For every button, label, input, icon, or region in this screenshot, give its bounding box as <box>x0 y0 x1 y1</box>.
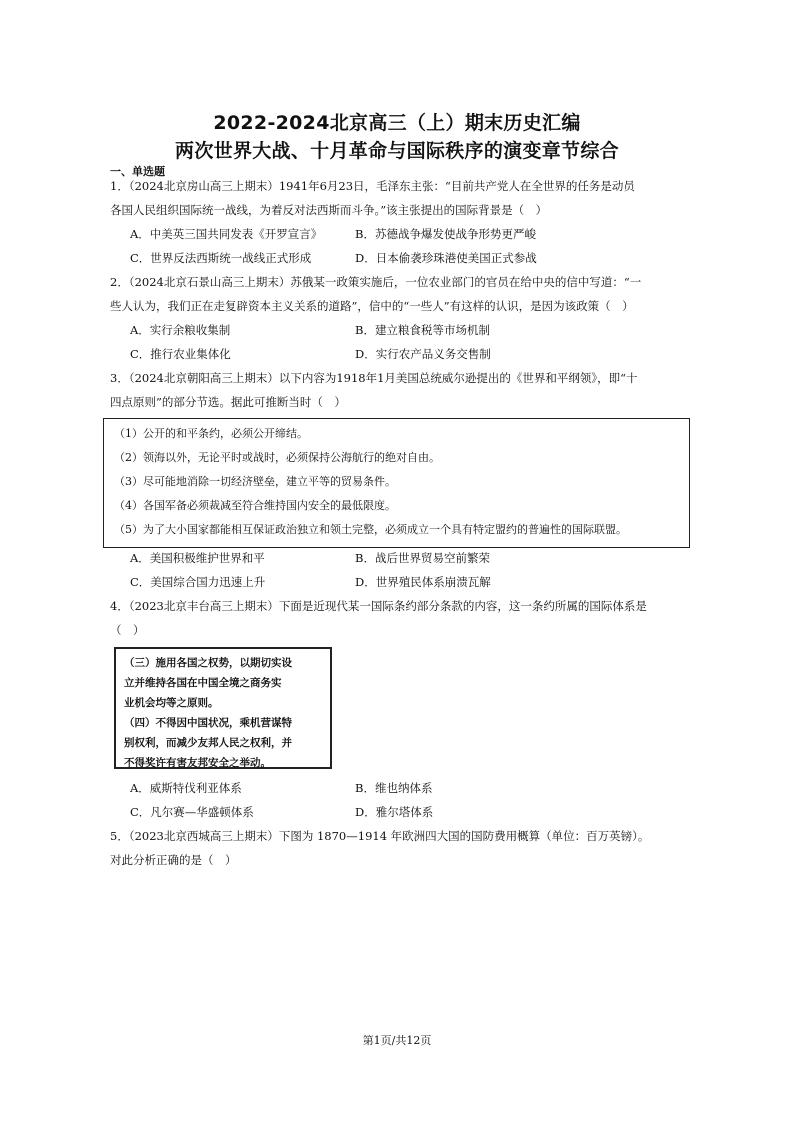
q4-option-d: D．雅尔塔体系 <box>355 805 434 819</box>
section-heading: 一、单选题 <box>110 165 165 178</box>
question-3-line2: 四点原则”的部分节选。据此可推断当时（ ） <box>110 395 346 409</box>
treaty-line-1: （三）施用各国之权势，以期切实设 <box>124 657 292 669</box>
q3-option-d: D．世界殖民体系崩溃瓦解 <box>355 575 491 589</box>
q2-option-a: A．实行余粮收集制 <box>130 323 231 337</box>
excerpt-box-fourteen-points <box>103 418 690 548</box>
q3-option-a: A．美国积极维护世界和平 <box>130 551 265 565</box>
treaty-line-6: 不得奖许有害友邦安全之举动。 <box>124 757 271 769</box>
treaty-excerpt-box <box>114 647 332 769</box>
q2-option-b: B．建立粮食税等市场机制 <box>355 323 490 337</box>
q1-option-b: B．苏德战争爆发使战争形势更严峻 <box>355 227 536 241</box>
q3-option-c: C．美国综合国力迅速上升 <box>130 575 266 589</box>
question-5 <box>110 824 688 872</box>
excerpt-item-3: （3）尽可能地消除一切经济壁垒，建立平等的贸易条件。 <box>114 475 396 488</box>
treaty-line-5: 别权利，而减少友邦人民之权利，并 <box>124 737 292 749</box>
question-1 <box>110 174 688 222</box>
question-1-line2: 各国人民组织国际统一战线，为着反对法西斯而斗争。”该主张提出的国际背景是（ ） <box>110 203 548 217</box>
question-3 <box>110 366 688 414</box>
treaty-line-3: 业机会均等之原则。 <box>124 697 219 709</box>
excerpt-item-5: （5）为了大小国家都能相互保证政治独立和领土完整，必须成立一个具有特定盟约的普遍性的国际联盟。 <box>114 523 627 536</box>
question-4-line1: 4．（2023北京丰台高三上期末）下面是近现代某一国际条约部分条款的内容，这一条约所属的国际体系是 <box>110 599 647 613</box>
question-5-line2: 对此分析正确的是（ ） <box>110 853 237 867</box>
treaty-line-4: （四）不得因中国状况，乘机营谋特 <box>124 717 292 729</box>
q4-option-a: A．威斯特伐利亚体系 <box>130 781 242 795</box>
q3-option-b: B．战后世界贸易空前繁荣 <box>355 551 490 565</box>
q4-option-c: C．凡尔赛—华盛顿体系 <box>130 805 254 819</box>
question-1-line1: 1．（2024北京房山高三上期末）1941年6月23日，毛泽东主张：“目前共产党人在全世界的任务是动员 <box>110 179 635 193</box>
document-title-line1: 2022-2024北京高三（上）期末历史汇编 <box>213 112 581 134</box>
q1-option-d: D．日本偷袭珍珠港使美国正式参战 <box>355 251 537 265</box>
question-5-line1: 5．（2023北京西城高三上期末）下图为 1870—1914 年欧洲四大国的国防费用概算（单位：百万英镑）。 <box>110 829 650 843</box>
q4-option-b: B．维也纳体系 <box>355 781 433 795</box>
q2-option-d: D．实行农产品义务交售制 <box>355 347 491 361</box>
question-2 <box>110 270 688 318</box>
q2-option-c: C．推行农业集体化 <box>130 347 231 361</box>
question-3-line1: 3．（2024北京朝阳高三上期末）以下内容为1918年1月美国总统威尔逊提出的《世界和平纲领》，即“十 <box>110 371 638 385</box>
page-footer: 第1页/共12页 <box>362 1034 432 1047</box>
q1-option-c: C．世界反法西斯统一战线正式形成 <box>130 251 312 265</box>
question-2-line1: 2．（2024北京石景山高三上期末）苏俄某一政策实施后，一位农业部门的官员在给中央的信中写道：“一 <box>110 275 642 289</box>
question-4 <box>110 594 688 642</box>
question-2-line2: 些人认为，我们正在走复辟资本主义关系的道路”，信中的“一些人”有这样的认识，是因为该政策（ ） <box>110 299 634 313</box>
question-4-line2: （ ） <box>110 623 145 637</box>
document-title-line2: 两次世界大战、十月革命与国际秩序的演变章节综合 <box>175 140 619 162</box>
q1-option-a: A．中美英三国共同发表《开罗宣言》 <box>130 227 323 241</box>
treaty-line-2: 立并维持各国在中国全境之商务实 <box>124 677 282 689</box>
excerpt-item-1: （1）公开的和平条约，必须公开缔结。 <box>114 427 308 440</box>
excerpt-item-4: （4）各国军备必须裁减至符合维持国内安全的最低限度。 <box>114 499 396 512</box>
excerpt-item-2: （2）领海以外，无论平时或战时，必须保持公海航行的绝对自由。 <box>114 451 440 464</box>
